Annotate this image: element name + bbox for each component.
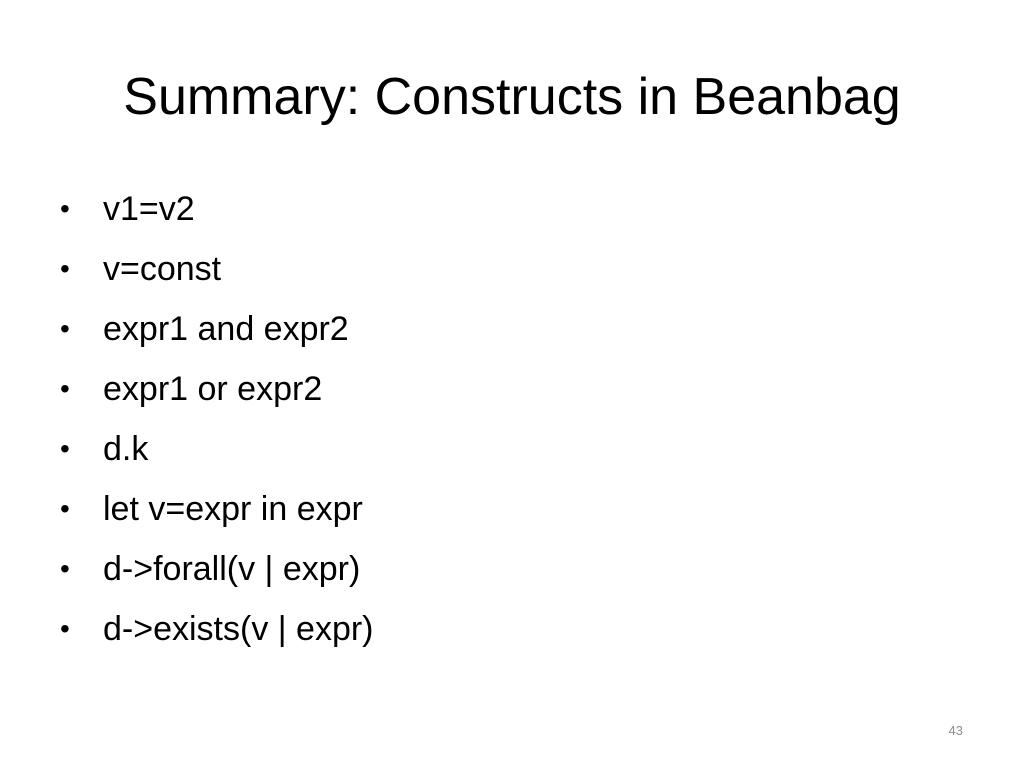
bullet-dot-icon: • — [60, 553, 70, 584]
bullet-dot-icon: • — [60, 373, 70, 404]
bullet-dot-icon: • — [60, 193, 70, 224]
bullet-list — [58, 179, 374, 659]
slide-title: Summary: Constructs in Beanbag — [123, 68, 901, 126]
bullet-text: expr1 and expr2 — [103, 310, 349, 348]
bullet-text: v1=v2 — [103, 190, 195, 228]
list-item — [58, 599, 374, 659]
slide-number: 43 — [948, 723, 963, 738]
list-item — [58, 239, 374, 299]
bullet-dot-icon: • — [60, 493, 70, 524]
list-item — [58, 359, 374, 419]
list-item — [58, 179, 374, 239]
list-item — [58, 539, 374, 599]
bullet-text: d->exists(v | expr) — [103, 610, 374, 648]
bullet-dot-icon: • — [60, 613, 70, 644]
bullet-dot-icon: • — [60, 313, 70, 344]
list-item — [58, 479, 374, 539]
bullet-text: d.k — [103, 430, 149, 468]
bullet-text: d->forall(v | expr) — [103, 550, 361, 588]
bullet-text: v=const — [103, 250, 222, 288]
bullet-text: let v=expr in expr — [103, 490, 363, 528]
list-item — [58, 299, 374, 359]
list-item — [58, 419, 374, 479]
bullet-dot-icon: • — [60, 433, 70, 464]
bullet-dot-icon: • — [60, 253, 70, 284]
bullet-text: expr1 or expr2 — [103, 370, 323, 408]
